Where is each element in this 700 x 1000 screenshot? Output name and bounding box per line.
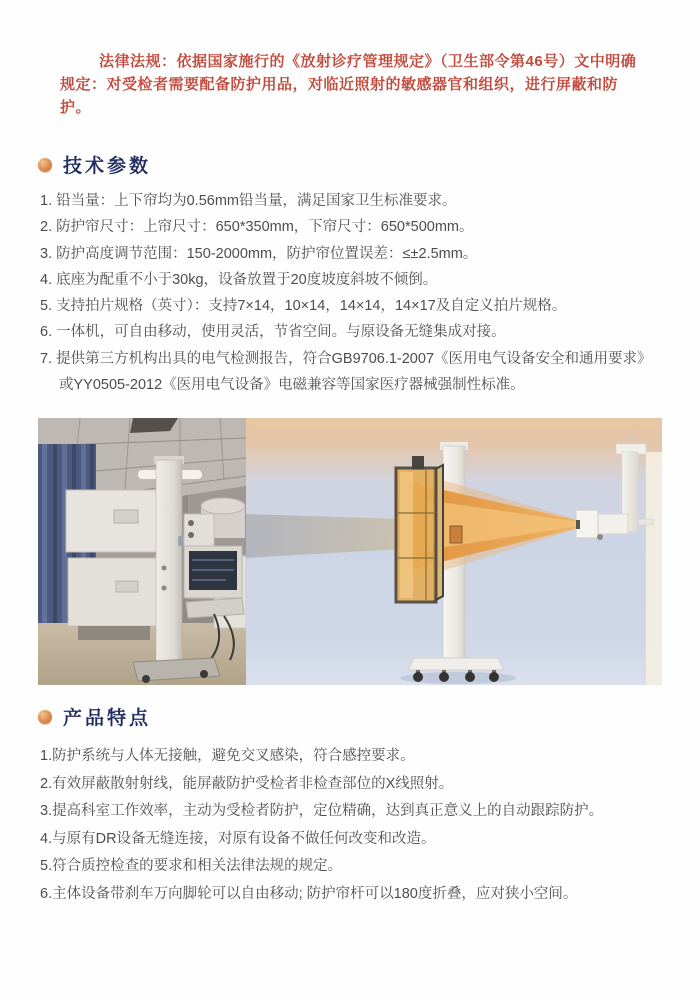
photo-cabinet: [66, 490, 162, 640]
tech-spec-item-3: 3. 防护高度调节范围：150-2000mm，防护帘位置误差：≤±2.5mm。: [40, 245, 478, 262]
tech-section-title: 技术参数: [63, 156, 152, 177]
feature-item-6: 6.主体设备带刹车万向脚轮可以自由移动; 防护帘杆可以180度折叠，应对狭小空间。: [40, 885, 578, 902]
legal-notice-text: 法律法规：依据国家施行的《放射诊疗管理规定》（卫生部令第46号）文中明确规定：对受检者需要配备防护用品，对临近照射的敏感器官和组织，进行屏蔽和防护。: [60, 53, 637, 116]
section-bullet-icon: [38, 710, 52, 724]
tech-spec-item-2: 2. 防护帘尺寸：上帘尺寸：650*350mm，下帘尺寸：650*500mm。: [40, 219, 474, 236]
tech-spec-list: [40, 188, 664, 398]
photo-column-stand: [154, 456, 184, 678]
tech-spec-item-7: 7. 提供第三方机构出具的电气检测报告，符合GB9706.1-2007《医用电气设备安全和通用要求》或YY0505-2012《医用电气设备》电磁兼容等国家医疗器械强制性标准。: [40, 350, 652, 394]
features-section-title: 产品特点: [63, 708, 152, 729]
tech-section-header: [38, 151, 151, 178]
product-features-list: [40, 743, 664, 909]
tech-spec-item-1: 1. 铅当量：上下帘均为0.56mm铅当量，满足国家卫生标准要求。: [40, 193, 457, 209]
feature-item-4: 4.与原有DR设备无缝连接，对原有设备不做任何改变和改造。: [40, 830, 436, 847]
section-bullet-icon: [38, 158, 52, 172]
product-photo: [38, 418, 246, 685]
feature-item-3: 3.提高科室工作效率，主动为受检者防护，定位精确，达到真正意义上的自动跟踪防护。: [40, 803, 604, 820]
tech-spec-item-6: 6. 一体机，可自由移动，使用灵活，节省空间。与原设备无缝集成对接。: [40, 324, 506, 341]
tech-spec-item-5: 5. 支持拍片规格（英寸）：支持7×14，10×14，14×14，14×17及自定义拍片规格。: [40, 298, 567, 315]
protection-render: [246, 418, 662, 685]
features-section-header: [38, 703, 151, 730]
column-sensor-box: [450, 526, 462, 543]
feature-item-5: 5.符合质控检查的要求和相关法律法规的规定。: [40, 858, 343, 875]
tech-spec-item-4: 4. 底座为配重不小于30kg，设备放置于20度坡度斜坡不倾倒。: [40, 271, 438, 288]
product-figure: [38, 418, 662, 685]
render-right-wall: [646, 452, 662, 685]
feature-item-2: 2.有效屏蔽散射射线，能屏蔽防护受检者非检查部位的X线照射。: [40, 775, 454, 792]
protective-curtain-panel: [396, 456, 443, 602]
feature-item-1: 1.防护系统与人体无接触，避免交叉感染，符合感控要求。: [40, 748, 415, 764]
